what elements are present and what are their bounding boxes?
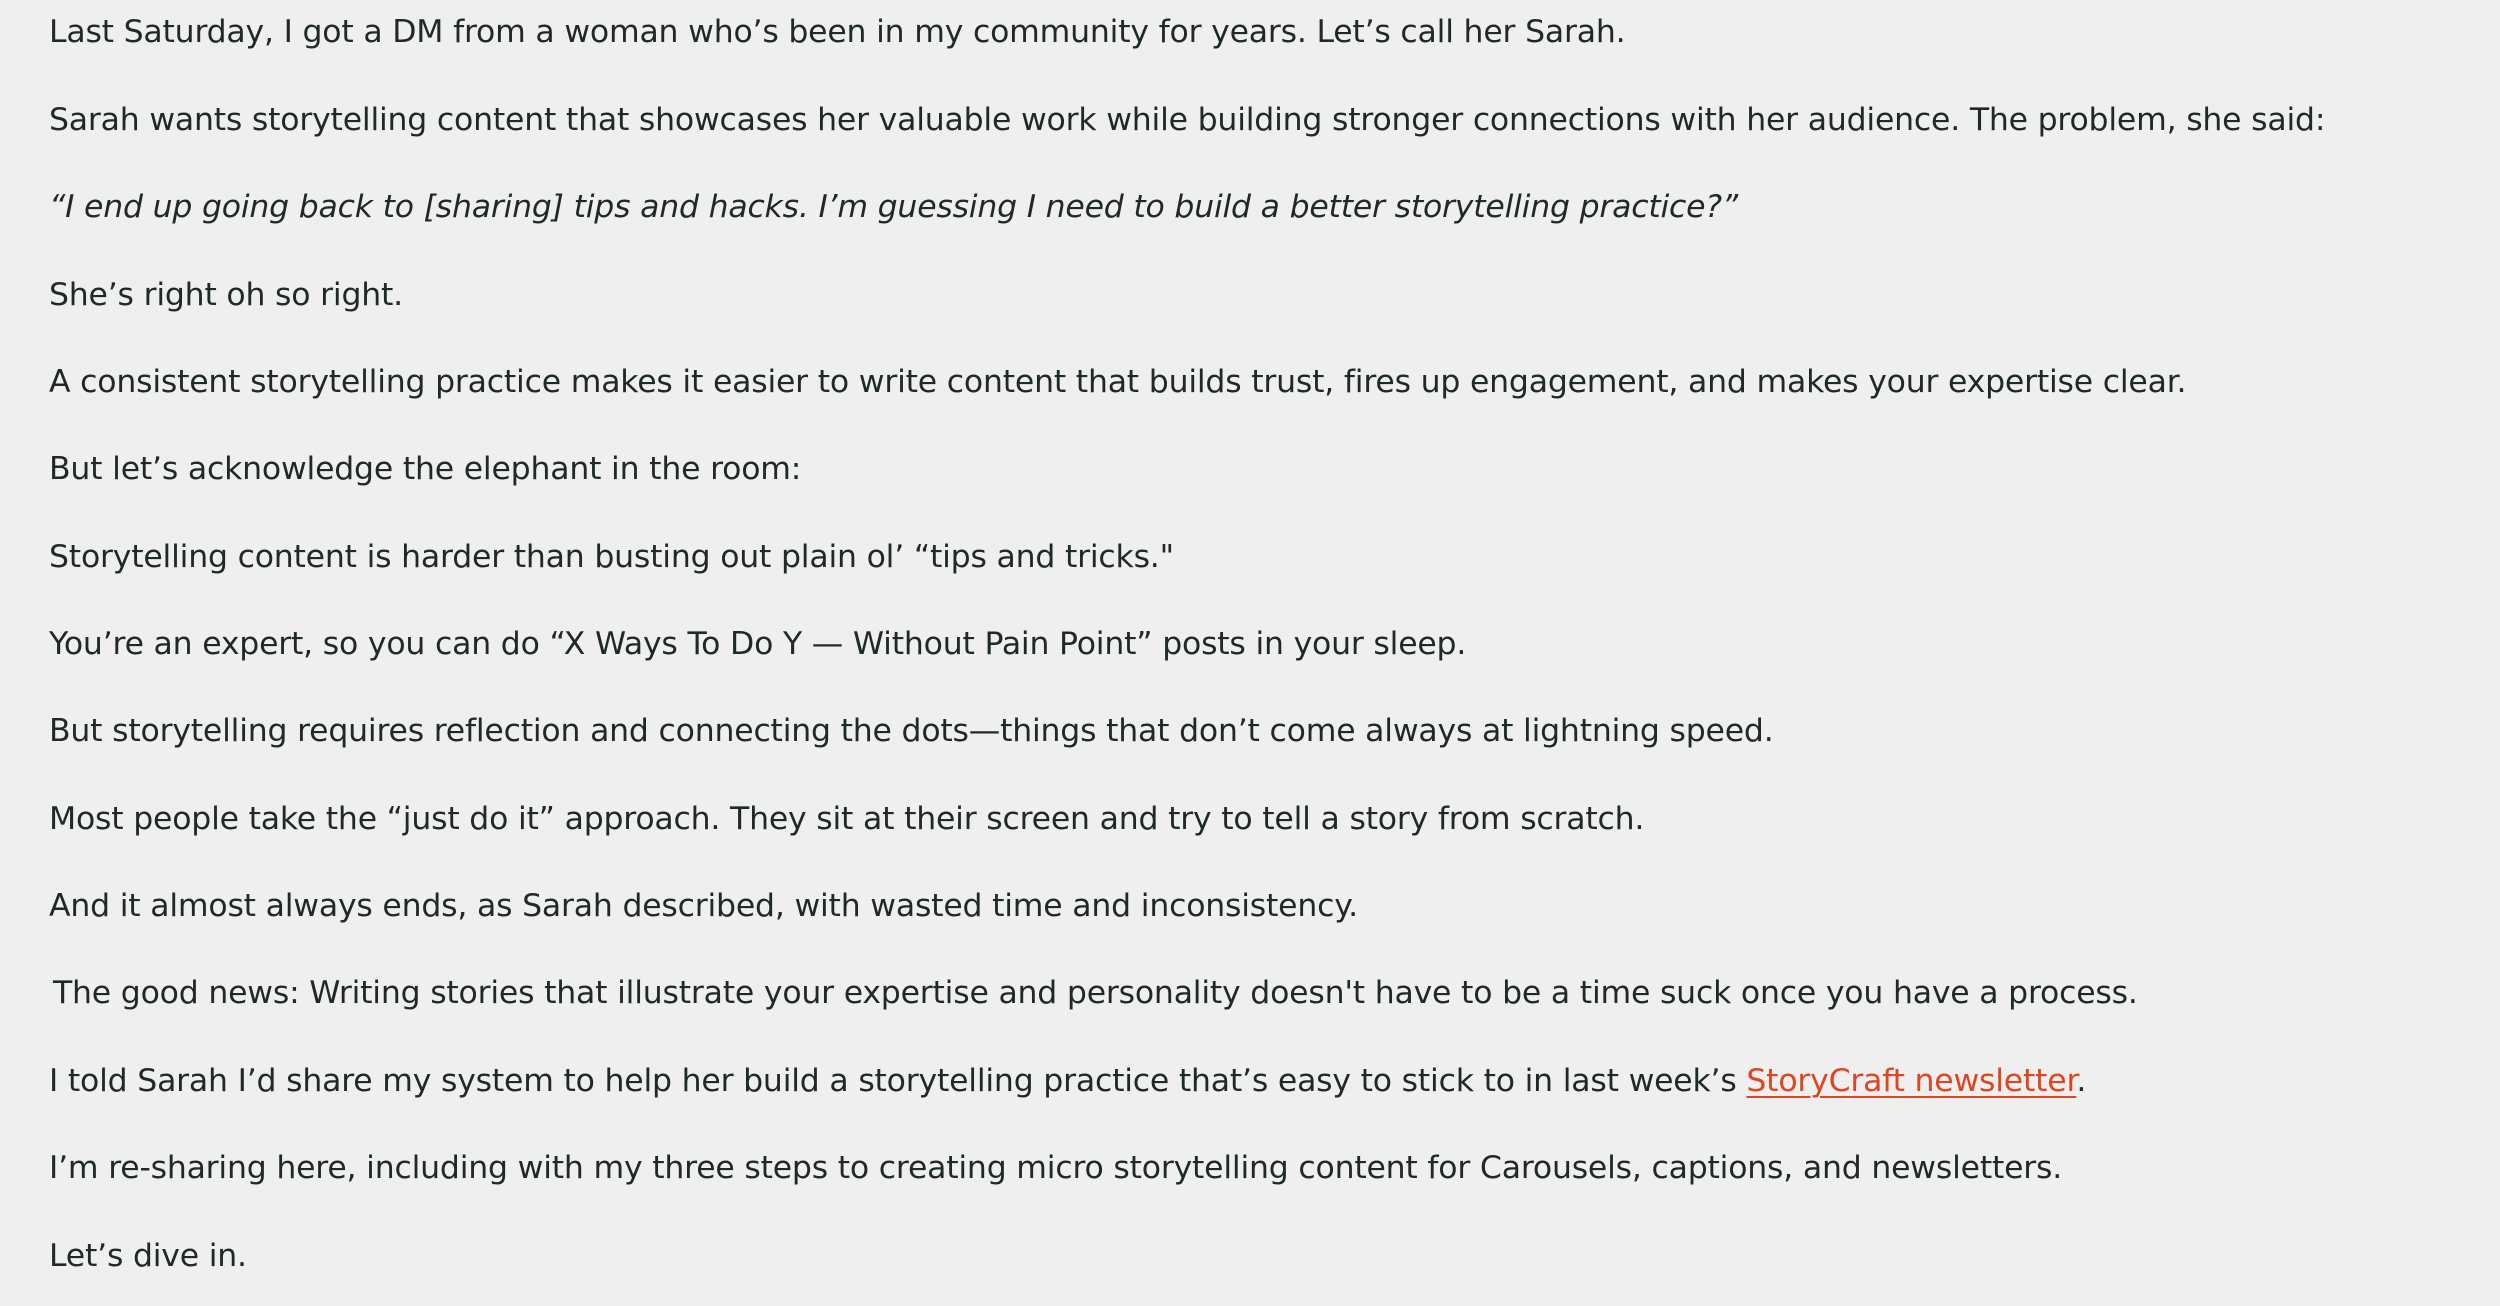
paragraph-just-do-it: Most people take the “just do it” approach. They sit at their screen and try to tell a story from scratch. <box>49 801 1645 837</box>
paragraph-good-news: The good news: Writing stories that illustrate your expertise and personality doesn't have to be a time suck once you have a process. <box>53 975 2138 1011</box>
quote-sarah: “I end up going back to [sharing] tips and hacks. I’m guessing I need to build a better storytelling practice?” <box>49 189 1738 225</box>
paragraph-resharing: I’m re-sharing here, including with my three steps to creating micro storytelling content for Carousels, captions, and newsletters. <box>49 1150 2063 1186</box>
newsletter-text-before: I told Sarah I’d share my system to help her build a storytelling practice that’s easy to stick to in last week’s <box>49 1063 1747 1099</box>
paragraph-intro: Last Saturday, I got a DM from a woman who’s been in my community for years. Let’s call her Sarah. <box>49 14 1626 50</box>
paragraph-dive-in: Let’s dive in. <box>49 1238 247 1274</box>
paragraph-consistent-practice: A consistent storytelling practice makes it easier to write content that builds trust, fires up engagement, and makes your expertise clear. <box>49 364 2187 400</box>
paragraph-shes-right: She’s right oh so right. <box>49 277 403 313</box>
paragraph-expert: You’re an expert, so you can do “X Ways To Do Y — Without Pain Point” posts in your sleep. <box>49 626 1467 662</box>
newsletter-text-after: . <box>2076 1063 2087 1099</box>
paragraph-reflection: But storytelling requires reflection and connecting the dots—things that don’t come always at lightning speed. <box>49 713 1774 749</box>
paragraph-newsletter <box>49 1057 2086 1105</box>
paragraph-elephant: But let’s acknowledge the elephant in the room: <box>49 451 802 487</box>
paragraph-wasted-time: And it almost always ends, as Sarah described, with wasted time and inconsistency. <box>49 888 1358 924</box>
storycraft-newsletter-link[interactable]: StoryCraft newsletter <box>1746 1063 2077 1099</box>
paragraph-sarah-wants: Sarah wants storytelling content that showcases her valuable work while building stronger connections with her audience. The problem, she said: <box>49 102 2326 138</box>
paragraph-harder: Storytelling content is harder than busting out plain ol’ “tips and tricks." <box>49 539 1174 575</box>
